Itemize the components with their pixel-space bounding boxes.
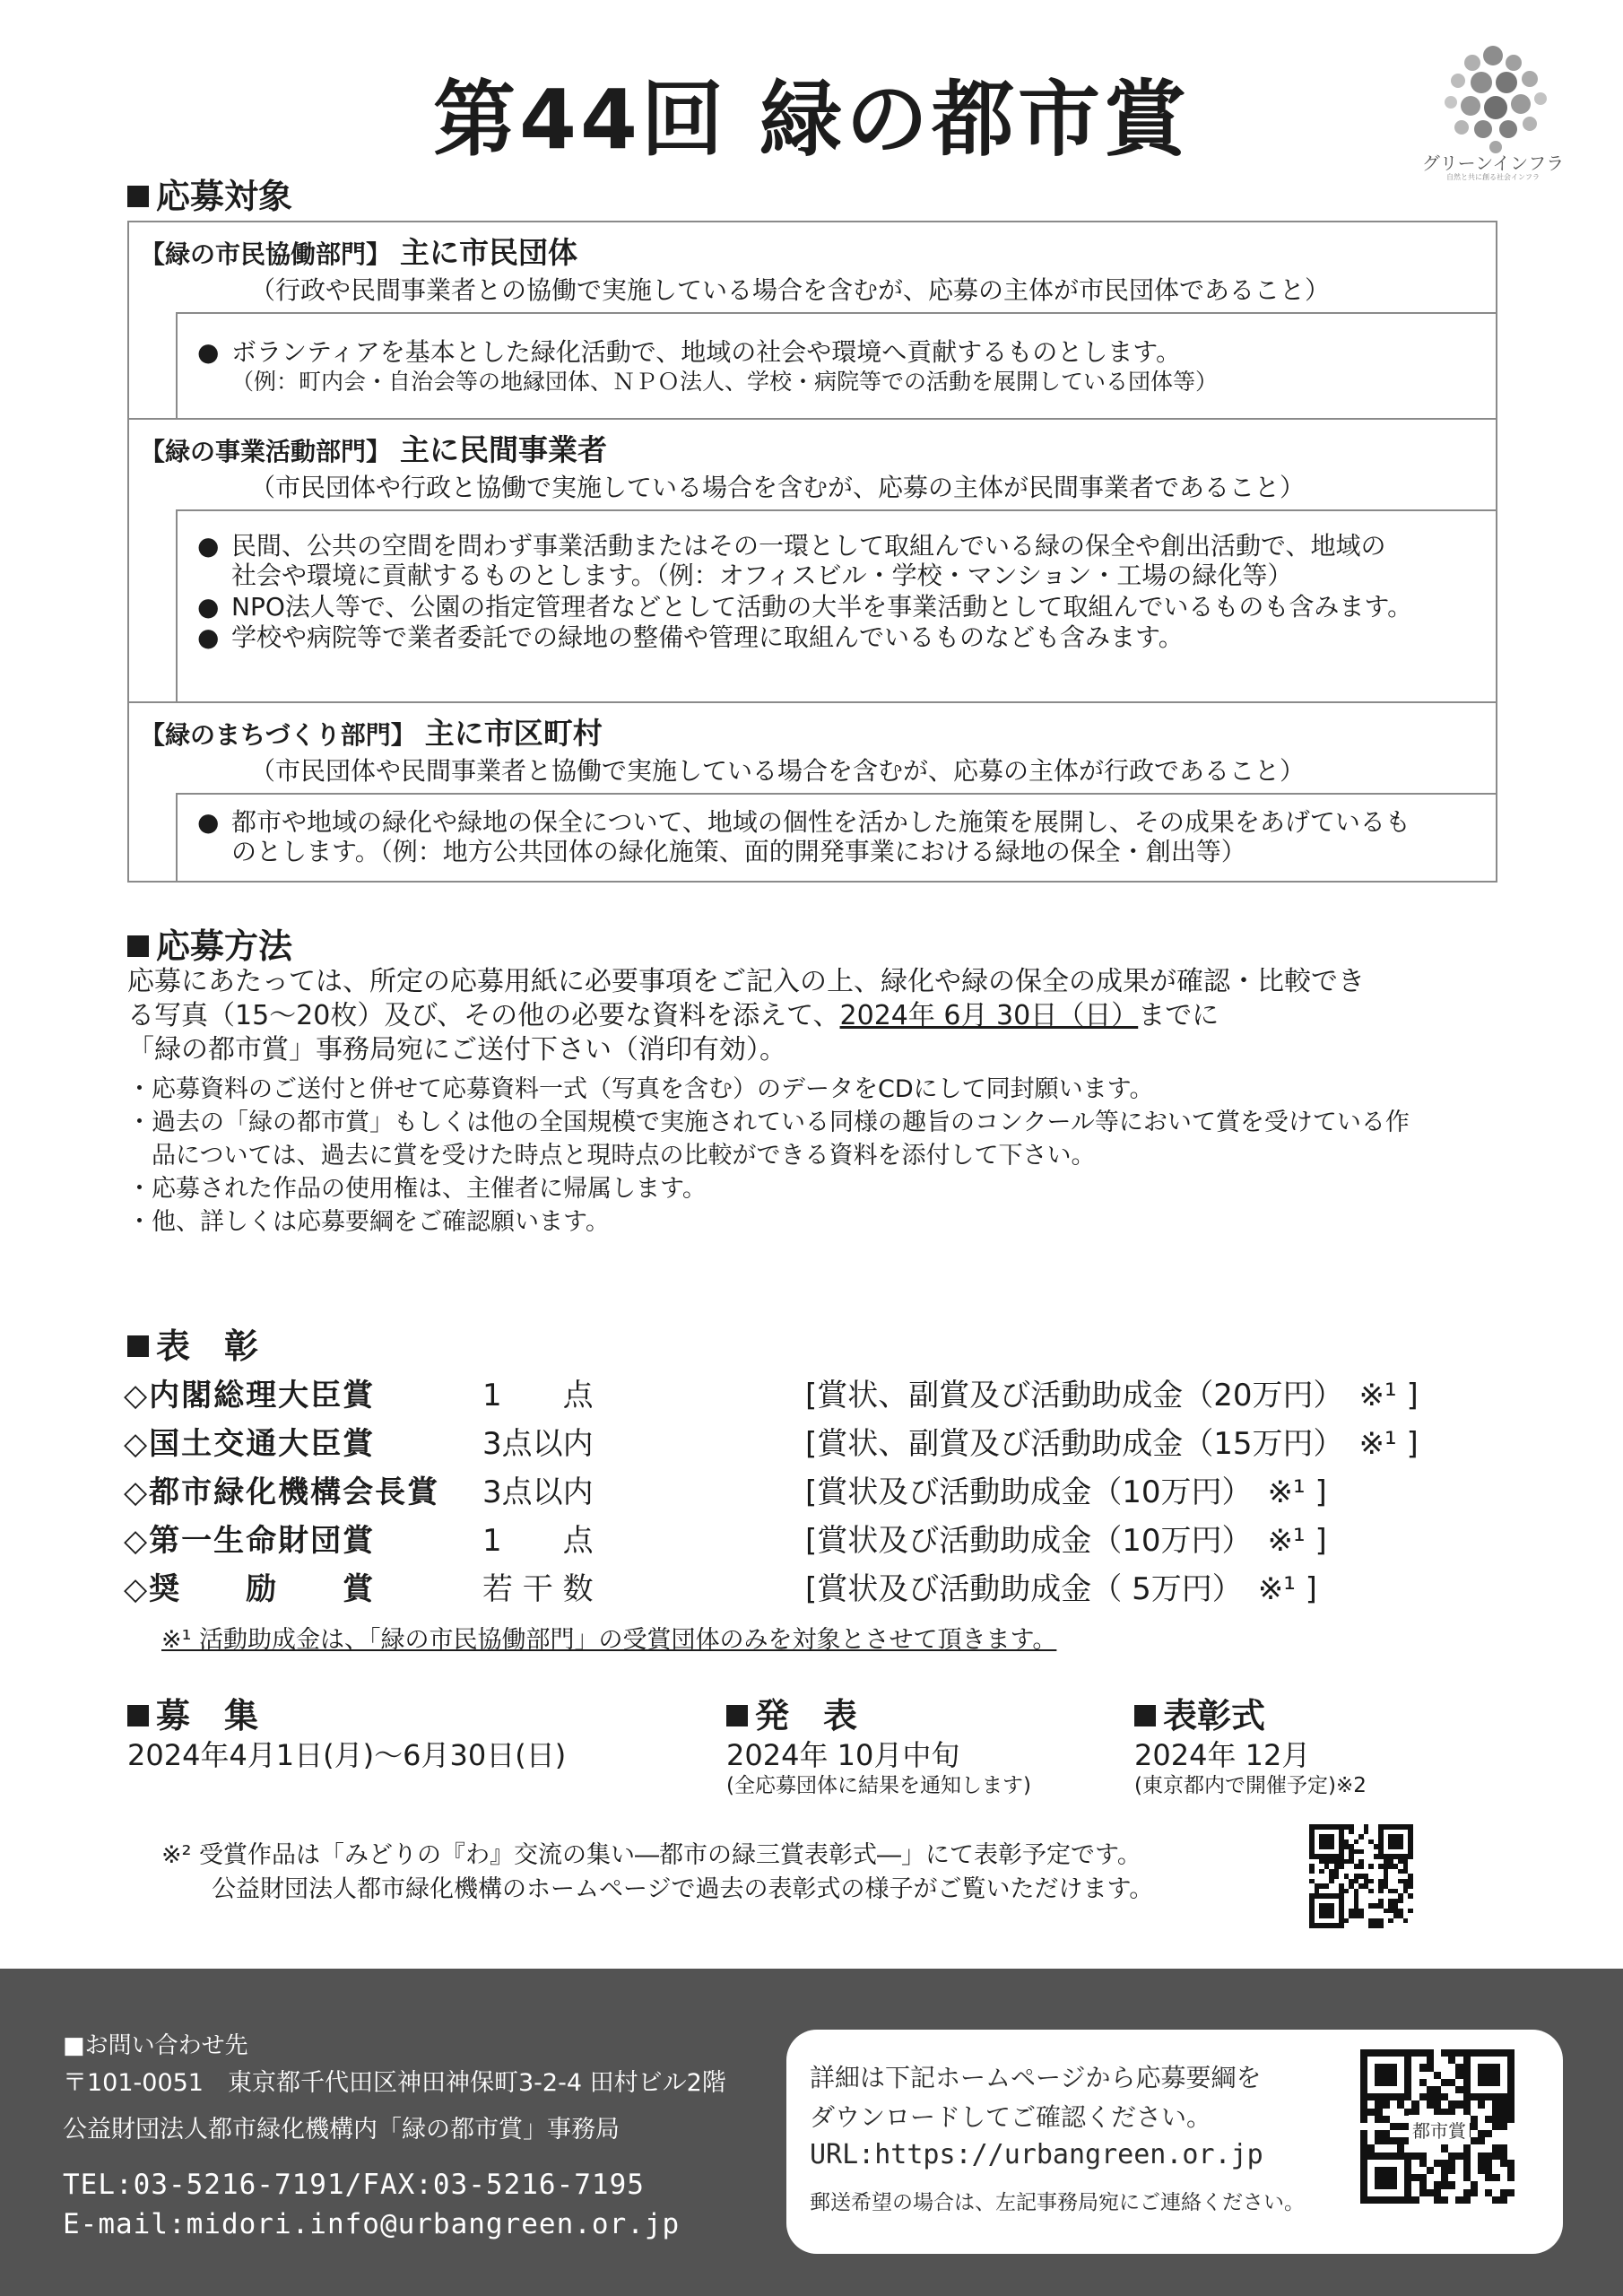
ceremony-note: ※² 受賞作品は「みどりの『わ』交流の集い―都市の緑三賞表彰式―」にて表彰予定です。 公益財団法人都市緑化機構のホームページで過去の表彰式の様子がご覧いただけます。 <box>161 1841 1154 1903</box>
note-line: ・応募された作品の使用権は、主催者に帰属します。 <box>127 1175 707 1203</box>
category-body <box>176 509 1496 701</box>
list-item: ● 民間、公共の空間を問わず事業活動またはその一環として取組んでいる緑の保全や創出活動で、地域の 社会や環境に貢献するものとします。（例：オフィスビル・学校・マンション・工場の緑化等） <box>197 531 1386 590</box>
award-row: ◇国土交通大臣賞 3点以内 [賞状、副賞及び活動助成金（15万円） ※¹ ] <box>124 1426 1419 1462</box>
category-business <box>129 420 1496 703</box>
schedule-value-recruit: 2024年4月1日(月)～6月30日(日) <box>127 1738 567 1772</box>
download-line1: 詳細は下記ホームページから応募要綱を <box>810 2063 1262 2092</box>
contact-address: 〒101-0051 東京都千代田区神田神保町3-2-4 田村ビル2階 <box>63 2069 726 2097</box>
square-bullet-icon <box>127 186 149 207</box>
category-title: 【緑の事業活動部門】 主に民間事業者 <box>140 432 608 467</box>
category-title: 【緑の市民協働部門】 主に市民団体 <box>140 235 578 270</box>
bullet-dot-icon: ● <box>197 807 220 837</box>
schedule-heading-announce: 発 表 <box>726 1688 857 1737</box>
category-civic <box>129 222 1496 420</box>
square-bullet-icon <box>127 1705 149 1726</box>
square-bullet-icon <box>726 1705 748 1726</box>
list-item: ● NPO法人等で、公園の指定管理者などとして活動の大半を事業活動として取組んでいるものも含みます。 <box>197 592 1413 622</box>
contact-heading: ■お問い合わせ先 <box>63 2032 248 2059</box>
schedule-note-announce: (全応募団体に結果を通知します) <box>726 1774 1031 1797</box>
note-line: ・過去の「緑の都市賞」もしくは他の全国規模で実施されている同様の趣旨のコンクール等において賞を受けている作 <box>127 1109 1410 1136</box>
square-bullet-icon <box>1134 1705 1156 1726</box>
list-item: ● ボランティアを基本とした緑化活動で、地域の社会や環境へ貢献するものとします。 （例：町内会・自治会等の地縁団体、ＮＰＯ法人、学校・病院等での活動を展開している団体等） <box>197 337 1219 395</box>
note-line: ・他、詳しくは応募要綱をご確認願います。 <box>127 1208 610 1236</box>
awards-heading: 表 彰 <box>127 1318 258 1368</box>
schedule-value-announce: 2024年 10月中旬 <box>726 1738 960 1772</box>
logo-caption: グリーンインフラ <box>1421 152 1565 174</box>
award-row: ◇都市緑化機構会長賞 3点以内 [賞状及び活動助成金（10万円） ※¹ ] <box>124 1474 1327 1510</box>
award-row: ◇内閣総理大臣賞 1 点 [賞状、副賞及び活動助成金（20万円） ※¹ ] <box>124 1378 1419 1413</box>
category-town <box>129 703 1496 883</box>
note-line: 品については、過去に賞を受けた時点と現時点の比較ができる資料を添付して下さい。 <box>127 1142 1096 1170</box>
method-notes <box>127 1073 1526 1239</box>
method-line2: る写真（15～20枚）及び、その他の必要な資料を添えて、2024年 6月 30日（日）までに <box>127 1000 1219 1031</box>
schedule-note-ceremony: (東京都内で開催予定)※2 <box>1134 1774 1367 1797</box>
method-body: 応募にあたっては、所定の応募用紙に必要事項をご記入の上、緑化や緑の保全の成果が確認・比較でき る写真（15～20枚）及び、その他の必要な資料を添えて、2024年 6月 30日（日）までに 「緑の都市賞」事務局宛にご送付下さい（消印有効）。 <box>127 965 1526 1067</box>
eligibility-box <box>127 221 1497 883</box>
qr-label: 都市賞 <box>1409 2115 1470 2144</box>
bullet-dot-icon: ● <box>197 337 220 367</box>
list-item: ● 学校や病院等で業者委託での緑地の整備や管理に取組んでいるものなども含みます。 <box>197 622 1184 652</box>
download-line2: ダウンロードしてご確認ください。 <box>810 2102 1212 2132</box>
contact-org: 公益財団法人都市緑化機構内「緑の都市賞」事務局 <box>63 2116 620 2144</box>
schedule-value-ceremony: 2024年 12月 <box>1134 1738 1311 1772</box>
bullet-dot-icon: ● <box>197 531 220 561</box>
logo-subcaption: 自然と共に創る社会インフラ <box>1446 173 1540 181</box>
category-body <box>176 312 1496 418</box>
contact-tel: TEL:03-5216-7191/FAX:03-5216-7195 <box>63 2169 645 2201</box>
note-line: ・応募資料のご送付と併せて応募資料一式（写真を含む）のデータをCDにして同封願います。 <box>127 1075 1154 1103</box>
deadline: 2024年 6月 30日（日） <box>839 1000 1139 1031</box>
schedule-heading-recruit: 募 集 <box>127 1688 258 1737</box>
eligibility-heading: 応募対象 <box>127 169 292 218</box>
category-body <box>176 793 1496 881</box>
awards-footnote: ※¹ 活動助成金は、「緑の市民協働部門」の受賞団体のみを対象とさせて頂きます。 <box>161 1626 1057 1654</box>
page-title: 第44回 緑の都市賞 <box>432 72 1191 168</box>
download-mail-note: 郵送希望の場合は、左記事務局宛にご連絡ください。 <box>810 2191 1305 2214</box>
award-row: ◇第一生命財団賞 1 点 [賞状及び活動助成金（10万円） ※¹ ] <box>124 1523 1327 1559</box>
contact-email[interactable]: E-mail:midori.info@urbangreen.or.jp <box>63 2208 681 2240</box>
download-url-link[interactable]: URL:https://urbangreen.or.jp <box>810 2139 1263 2170</box>
bullet-dot-icon: ● <box>197 592 220 622</box>
bullet-dot-icon: ● <box>197 622 220 652</box>
download-box <box>786 2030 1563 2254</box>
category-note: （市民団体や民間事業者と協働で実施している場合を含むが、応募の主体が行政であること） <box>250 756 1306 786</box>
award-row: ◇奨 励 賞 若 干 数 [賞状及び活動助成金（ 5万円） ※¹ ] <box>124 1571 1317 1607</box>
schedule-heading-ceremony: 表彰式 <box>1134 1688 1265 1737</box>
category-note: （行政や民間事業者との協働で実施している場合を含むが、応募の主体が市民団体であること） <box>250 275 1331 305</box>
method-heading: 応募方法 <box>127 918 292 968</box>
qr-code-icon[interactable] <box>1309 1824 1413 1928</box>
list-item: ● 都市や地域の緑化や緑地の保全について、地域の個性を活かした施策を展開し、その成果をあげているも のとします。（例：地方公共団体の緑化施策、面的開発事業における緑地の保全・創出等） <box>197 807 1410 866</box>
category-title: 【緑のまちづくり部門】 主に市区町村 <box>140 716 603 751</box>
category-note: （市民団体や行政と協働で実施している場合を含むが、応募の主体が民間事業者であること） <box>250 473 1306 502</box>
square-bullet-icon <box>127 1335 149 1357</box>
square-bullet-icon <box>127 935 149 957</box>
